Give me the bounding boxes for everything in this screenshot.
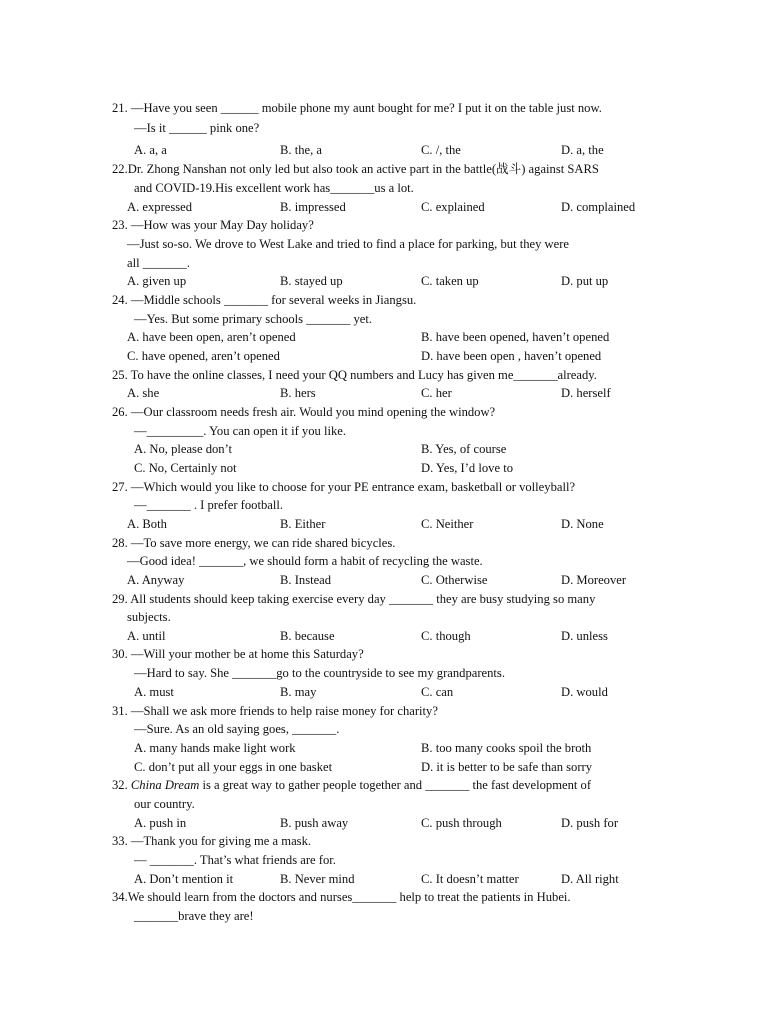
question-32-stem: [112, 777, 591, 793]
question-22-option-c: C. explained: [421, 200, 485, 214]
question-24-option-a: A. have been open, aren’t opened: [127, 330, 296, 344]
question-30-option-b: B. may: [280, 685, 317, 699]
question-21-stem: 21. —Have you seen ______ mobile phone my aunt bought for me? I put it on the table just now.: [112, 101, 602, 115]
question-31-option-b: B. too many cooks spoil the broth: [421, 741, 592, 755]
question-23-reply-cont: all _______.: [127, 256, 190, 270]
question-28-stem: 28. —To save more energy, we can ride shared bicycles.: [112, 536, 396, 550]
question-33-reply: — _______. That’s what friends are for.: [134, 853, 336, 867]
question-26-stem: 26. —Our classroom needs fresh air. Would you mind opening the window?: [112, 405, 496, 419]
question-27-stem: 27. —Which would you like to choose for your PE entrance exam, basketball or volleyball?: [112, 480, 576, 494]
question-24-reply: —Yes. But some primary schools _______ yet.: [134, 312, 372, 326]
question-33-option-b: B. Never mind: [280, 872, 355, 886]
question-25-option-c: C. her: [421, 386, 452, 400]
question-21-option-d: D. a, the: [561, 143, 604, 157]
question-25-stem: 25. To have the online classes, I need your QQ numbers and Lucy has given me_______already.: [112, 368, 597, 382]
question-21-option-c: C. /, the: [421, 143, 461, 157]
question-26-option-c: C. No, Certainly not: [134, 461, 237, 475]
question-21-option-a: A. a, a: [134, 143, 167, 157]
question-34-stem-cont: _______brave they are!: [134, 909, 254, 923]
question-22-option-b: B. impressed: [280, 200, 346, 214]
question-28-option-d: D. Moreover: [561, 573, 627, 587]
question-27-option-a: A. Both: [127, 517, 167, 531]
question-26-option-d: D. Yes, I’d love to: [421, 461, 514, 475]
question-26-reply: —_________. You can open it if you like.: [134, 424, 346, 438]
question-26-option-a: A. No, please don’t: [134, 442, 233, 456]
question-22-stem-cont: and COVID-19.His excellent work has_______us a lot.: [134, 181, 414, 195]
question-32-option-d: D. push for: [561, 816, 619, 830]
question-22-stem: 22.Dr. Zhong Nanshan not only led but also took an active part in the battle(战斗) against SARS: [112, 162, 599, 176]
question-27-option-c: C. Neither: [421, 517, 474, 531]
question-34-stem: 34.We should learn from the doctors and nurses_______ help to treat the patients in Hubei.: [112, 890, 571, 904]
question-33-option-a: A. Don’t mention it: [134, 872, 234, 886]
question-33-stem: 33. —Thank you for giving me a mask.: [112, 834, 312, 848]
question-29-stem: 29. All students should keep taking exercise every day _______ they are busy studying so many: [112, 592, 596, 606]
question-23-option-b: B. stayed up: [280, 274, 343, 288]
question-31-option-d: D. it is better to be safe than sorry: [421, 760, 593, 774]
question-30-option-c: C. can: [421, 685, 454, 699]
question-23-stem: 23. —How was your May Day holiday?: [112, 218, 314, 232]
question-29-option-a: A. until: [127, 629, 166, 643]
question-27-option-d: D. None: [561, 517, 604, 531]
question-26-option-b: B. Yes, of course: [421, 442, 507, 456]
question-28-option-c: C. Otherwise: [421, 573, 488, 587]
question-25-option-a: A. she: [127, 386, 160, 400]
question-29-option-d: D. unless: [561, 629, 608, 643]
question-33-option-d: D. All right: [561, 872, 619, 886]
question-32-option-a: A. push in: [134, 816, 187, 830]
question-32-option-c: C. push through: [421, 816, 502, 830]
question-21-option-b: B. the, a: [280, 143, 322, 157]
question-22-option-d: D. complained: [561, 200, 636, 214]
question-30-option-d: D. would: [561, 685, 608, 699]
question-24-option-d: D. have been open , haven’t opened: [421, 349, 602, 363]
question-32-italic-title: China Dream: [130, 778, 200, 792]
question-27-option-b: B. Either: [280, 517, 326, 531]
question-31-option-c: C. don’t put all your eggs in one basket: [134, 760, 333, 774]
question-25-option-d: D. herself: [561, 386, 611, 400]
question-23-reply: —Just so-so. We drove to West Lake and tried to find a place for parking, but they were: [127, 237, 570, 251]
question-29-option-b: B. because: [280, 629, 335, 643]
question-30-reply: —Hard to say. She _______go to the countryside to see my grandparents.: [134, 666, 505, 680]
question-30-stem: 30. —Will your mother be at home this Saturday?: [112, 647, 364, 661]
question-30-option-a: A. must: [134, 685, 174, 699]
question-24-option-c: C. have opened, aren’t opened: [127, 349, 280, 363]
question-31-stem: 31. —Shall we ask more friends to help raise money for charity?: [112, 704, 438, 718]
question-23-option-a: A. given up: [127, 274, 187, 288]
question-32-stem-cont: our country.: [134, 797, 195, 811]
question-25-option-b: B. hers: [280, 386, 316, 400]
question-31-reply: —Sure. As an old saying goes, _______.: [134, 722, 340, 736]
question-32-option-b: B. push away: [280, 816, 349, 830]
question-28-option-a: A. Anyway: [127, 573, 185, 587]
question-31-option-a: A. many hands make light work: [134, 741, 296, 755]
question-27-reply: —_______ . I prefer football.: [134, 498, 283, 512]
question-29-stem-cont: subjects.: [127, 610, 171, 624]
question-29-option-c: C. though: [421, 629, 471, 643]
question-28-reply: —Good idea! _______, we should form a habit of recycling the waste.: [127, 554, 483, 568]
question-32-stem-text: is a great way to gather people together and _______ the fast development of: [199, 778, 592, 792]
question-24-option-b: B. have been opened, haven’t opened: [421, 330, 610, 344]
question-24-stem: 24. —Middle schools _______ for several weeks in Jiangsu.: [112, 293, 417, 307]
question-22-option-a: A. expressed: [127, 200, 193, 214]
question-28-option-b: B. Instead: [280, 573, 332, 587]
question-32-number: 32.: [112, 778, 131, 792]
question-33-option-c: C. It doesn’t matter: [421, 872, 519, 886]
question-23-option-d: D. put up: [561, 274, 609, 288]
question-21-reply: —Is it ______ pink one?: [134, 121, 260, 135]
question-23-option-c: C. taken up: [421, 274, 479, 288]
